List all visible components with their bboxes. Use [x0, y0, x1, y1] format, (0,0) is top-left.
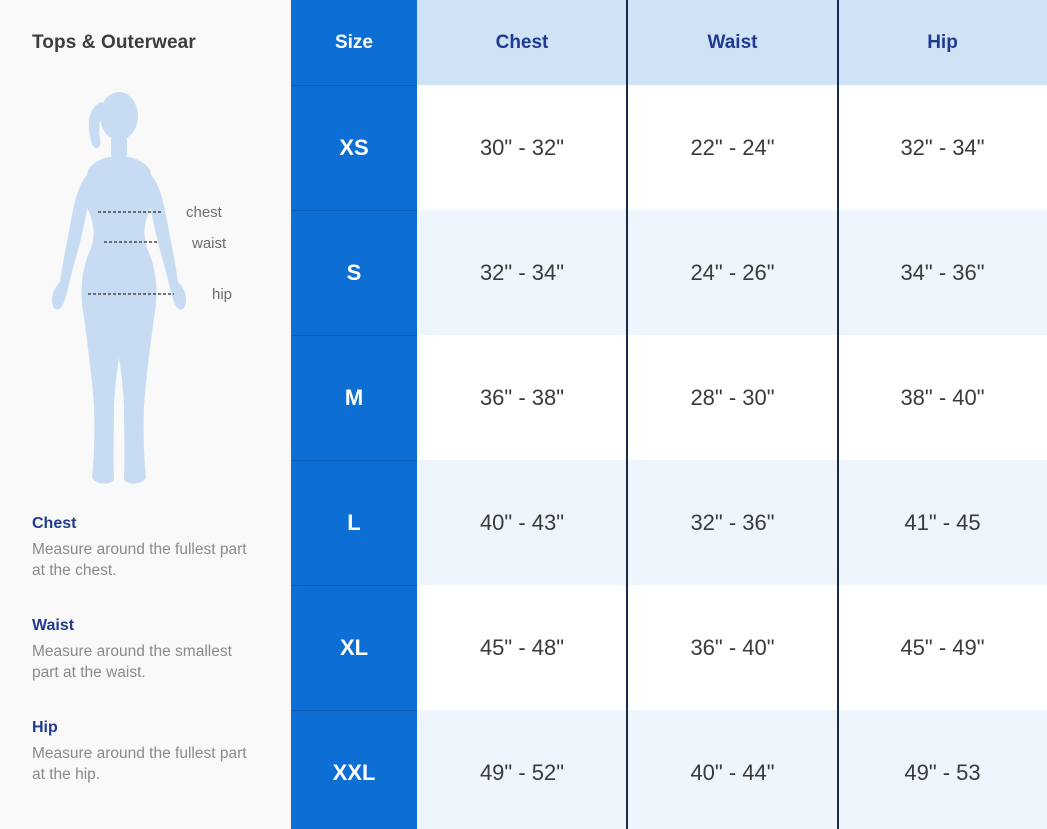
hip-cell: 45" - 49" [900, 634, 985, 660]
waist-cell: 40" - 44" [690, 759, 775, 785]
hip-instructions [32, 719, 282, 785]
chest-cell: 49" - 52" [479, 759, 565, 785]
hip-cell: 41" - 45 [904, 509, 981, 535]
column-divider [837, 0, 839, 829]
waist-instruction-title: Waist [32, 617, 75, 634]
table-row [417, 710, 1047, 829]
table-row [417, 585, 1047, 710]
hip-instruction-text: Measure around the fullest part at the hip. [32, 745, 247, 783]
body-figure-illustration [40, 86, 260, 496]
chest-cell: 30" - 32" [479, 134, 565, 160]
column-divider [626, 0, 628, 829]
waist-cell: 32" - 36" [690, 509, 775, 535]
size-cell-m: M [291, 335, 417, 460]
panel-title: Tops & Outerwear [32, 32, 196, 53]
chest-cell: 45" - 48" [479, 634, 565, 660]
hip-cell: 38" - 40" [900, 384, 985, 410]
hip-cell: 49" - 53 [904, 759, 981, 785]
size-cell-l: L [291, 460, 417, 585]
size-cell-xs: XS [291, 85, 417, 210]
size-cell-xxl: XXL [291, 710, 417, 829]
hip-figure-label: hip [212, 286, 233, 303]
waist-cell: 24" - 26" [690, 259, 775, 285]
hip-cell: 34" - 36" [900, 259, 985, 285]
waist-cell: 28" - 30" [690, 384, 775, 410]
hip-instruction-title: Hip [32, 719, 58, 736]
waist-instruction-text: Measure around the smallest part at the waist. [32, 643, 232, 681]
waist-cell: 22" - 24" [690, 134, 775, 160]
chest-instructions [32, 515, 282, 581]
chest-cell: 36" - 38" [479, 384, 565, 410]
chest-instruction-title: Chest [32, 515, 77, 532]
waist-figure-label: waist [192, 235, 227, 252]
chest-header: Chest [495, 31, 549, 53]
table-header-row [417, 0, 1047, 85]
waist-header: Waist [707, 31, 758, 53]
hip-header: Hip [927, 31, 958, 53]
chest-cell: 32" - 34" [479, 259, 565, 285]
table-row [417, 210, 1047, 335]
size-cell-s: S [291, 210, 417, 335]
chest-cell: 40" - 43" [479, 509, 565, 535]
size-column [291, 0, 417, 829]
table-row [417, 460, 1047, 585]
measuring-guide-panel [0, 0, 291, 829]
size-header: Size [334, 31, 374, 53]
chest-instruction-text: Measure around the fullest part at the chest. [32, 541, 247, 579]
waist-instructions [32, 617, 282, 683]
size-cell-xl: XL [291, 585, 417, 710]
hip-cell: 32" - 34" [900, 134, 985, 160]
chest-figure-label: chest [186, 204, 222, 221]
waist-cell: 36" - 40" [690, 634, 775, 660]
table-row [417, 85, 1047, 210]
table-row [417, 335, 1047, 460]
